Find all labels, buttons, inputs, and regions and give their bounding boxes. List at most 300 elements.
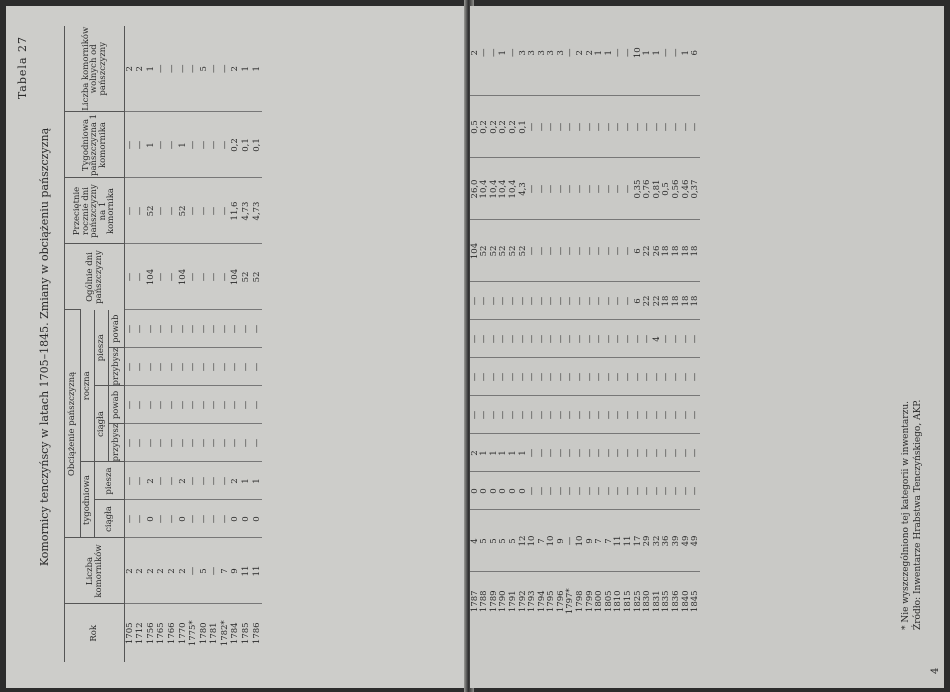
table-cell: —: [576, 358, 586, 396]
table-cell: —: [662, 96, 672, 158]
table-cell: 22: [652, 282, 662, 320]
table-cell: —: [518, 396, 528, 434]
table-cell: 1: [241, 462, 252, 500]
table-cell: —: [125, 310, 136, 348]
table-cell: 4,3: [518, 158, 528, 220]
table-cell: —: [576, 96, 586, 158]
table-label: Tabela 27: [16, 36, 29, 100]
table-cell: —: [125, 178, 136, 244]
table-cell: —: [507, 48, 518, 57]
table-cell: —: [199, 348, 210, 386]
table-cell: 5: [489, 510, 499, 572]
header-tygodniowa: tygodniowa: [81, 462, 95, 538]
table-cell: —: [209, 178, 220, 244]
table-cell: 18: [671, 282, 681, 320]
table-cell: 1784: [230, 604, 241, 662]
table-cell: 18: [681, 220, 691, 282]
table-cell: —: [146, 310, 157, 348]
table-cell: 1789: [489, 572, 499, 630]
table-cell: —: [156, 386, 167, 424]
table-cell: —: [614, 220, 624, 282]
table-cell: —: [518, 282, 528, 320]
table-cell: —: [652, 396, 662, 434]
table-cell: —: [188, 310, 199, 348]
table-cell: —: [614, 358, 624, 396]
table-cell: —: [547, 282, 557, 320]
table-cell: —: [652, 434, 662, 472]
table-cell: —: [624, 320, 634, 358]
table-cell: 0,56: [671, 158, 681, 220]
table-cell: 1790: [499, 572, 509, 630]
table-cell: 5: [198, 66, 209, 72]
table-cell: —: [624, 158, 634, 220]
table-cell: 104: [470, 220, 480, 282]
header-obciazenie: Obciążenie pańszczyzną: [65, 310, 81, 538]
table-cell: —: [547, 358, 557, 396]
source-note: Źródło: Inwentarze Hrabstwa Tenczyńskiego, AKP.: [913, 399, 924, 630]
table-cell: —: [125, 500, 136, 538]
table-cell: 1781: [209, 604, 220, 662]
table-cell: —: [691, 472, 701, 510]
table-cell: —: [135, 244, 146, 310]
table-cell: 1770: [177, 604, 188, 662]
header-powab-1: powab: [109, 386, 125, 424]
table-cell: —: [199, 178, 210, 244]
table-cell: —: [604, 396, 614, 434]
table-cell: —: [585, 158, 595, 220]
table-cell: —: [691, 396, 701, 434]
table-cell: —: [565, 48, 576, 57]
header-roczna: roczna: [81, 310, 95, 462]
table-row: [146, 26, 157, 662]
table-cell: —: [508, 282, 518, 320]
table-cell: 3: [527, 50, 538, 56]
table-cell: —: [623, 48, 634, 57]
table-cell: 49: [691, 510, 701, 572]
table-cell: —: [585, 320, 595, 358]
table-cell: —: [624, 434, 634, 472]
table-cell: —: [146, 348, 157, 386]
table-row: [220, 26, 231, 662]
table-cell: —: [595, 358, 605, 396]
table-row: [508, 10, 518, 630]
table-cell: 1798: [576, 572, 586, 630]
table-cell: —: [209, 386, 220, 424]
table-row: [643, 10, 653, 630]
table-cell: —: [518, 358, 528, 396]
table-cell: —: [199, 244, 210, 310]
table-row: [624, 10, 634, 630]
table-cell: 7: [604, 510, 614, 572]
table-cell: —: [156, 64, 167, 73]
table-cell: —: [199, 500, 210, 538]
table-cell: —: [188, 386, 199, 424]
table-cell: —: [585, 358, 595, 396]
table-cell: —: [556, 220, 566, 282]
table-cell: —: [556, 358, 566, 396]
table-cell: —: [595, 220, 605, 282]
table-cell: —: [662, 358, 672, 396]
table-cell: —: [470, 282, 480, 320]
table-cell: 0,2: [230, 112, 241, 178]
table-cell: —: [252, 348, 263, 386]
table-cell: —: [604, 158, 614, 220]
table-cell: —: [220, 424, 231, 462]
table-cell: —: [604, 320, 614, 358]
table-cell: 1: [499, 434, 509, 472]
table-cell: —: [547, 472, 557, 510]
header-liczba-komornikow: Liczba komorników: [65, 538, 125, 604]
table-cell: —: [156, 500, 167, 538]
table-cell: —: [652, 358, 662, 396]
table-cell: 2: [135, 66, 146, 72]
table-cell: —: [156, 112, 167, 178]
table-cell: 1836: [671, 572, 681, 630]
table-cell: —: [633, 96, 643, 158]
table-cell: —: [681, 358, 691, 396]
table-cell: 9: [585, 510, 595, 572]
table-cell: —: [595, 434, 605, 472]
footnote: * Nie wyszczególniono tej kategorii w inwentarzu.: [901, 401, 911, 630]
table-cell: —: [576, 282, 586, 320]
table-cell: —: [661, 48, 672, 57]
table-cell: —: [135, 178, 146, 244]
table-cell: —: [556, 472, 566, 510]
table-cell: —: [220, 310, 231, 348]
table-cell: —: [613, 48, 624, 57]
table-cell: —: [125, 112, 136, 178]
table-cell: 2: [146, 538, 157, 604]
table-cell: —: [220, 500, 231, 538]
table-cell: 52: [499, 220, 509, 282]
table-cell: —: [470, 396, 480, 434]
table-cell: 104: [177, 244, 188, 310]
table-cell: —: [576, 472, 586, 510]
table-cell: 52: [518, 220, 528, 282]
table-cell: 3: [546, 50, 557, 56]
table-cell: 0: [252, 500, 263, 538]
header-rok: Rok: [65, 604, 125, 662]
table-cell: —: [252, 386, 263, 424]
table-row: [499, 10, 509, 630]
table-cell: —: [537, 96, 547, 158]
table-cell: —: [566, 396, 576, 434]
table-cell: 1: [489, 434, 499, 472]
table-cell: —: [662, 320, 672, 358]
table-cell: —: [125, 244, 136, 310]
table-cell: —: [167, 462, 178, 500]
table-row: [156, 26, 167, 662]
table-cell: —: [209, 64, 220, 73]
table-cell: —: [643, 396, 653, 434]
table-cell: —: [177, 386, 188, 424]
table-cell: 10,4: [499, 158, 509, 220]
table-cell: 49: [681, 510, 691, 572]
table-cell: —: [614, 396, 624, 434]
table-cell: 104: [230, 244, 241, 310]
table-cell: —: [633, 358, 643, 396]
table-cell: 5: [508, 510, 518, 572]
table-cell: 9: [230, 538, 241, 604]
table-cell: —: [547, 158, 557, 220]
table-cell: —: [199, 424, 210, 462]
table-cell: —: [547, 320, 557, 358]
table-cell: —: [252, 424, 263, 462]
table-cell: 22: [643, 282, 653, 320]
table-cell: —: [671, 96, 681, 158]
table-cell: —: [614, 282, 624, 320]
table-body-left: [125, 26, 263, 662]
table-body-right: [470, 10, 700, 630]
table-cell: —: [479, 48, 490, 57]
table-row: [681, 10, 691, 630]
table-cell: —: [681, 396, 691, 434]
table-cell: 1: [177, 112, 188, 178]
table-cell: 0,76: [643, 158, 653, 220]
table-cell: —: [528, 358, 538, 396]
table-cell: —: [576, 158, 586, 220]
table-cell: 0,1: [241, 112, 252, 178]
header-powab-2: powab: [109, 310, 125, 348]
table-cell: —: [489, 282, 499, 320]
table-cell: —: [537, 282, 547, 320]
table-cell: —: [537, 472, 547, 510]
header-ciagla-tyg: ciągła: [95, 500, 125, 538]
table-cell: —: [188, 500, 199, 538]
table-cell: —: [566, 320, 576, 358]
table-cell: 5: [499, 510, 509, 572]
table-cell: —: [167, 348, 178, 386]
table-row: [209, 26, 220, 662]
table-cell: 7: [537, 510, 547, 572]
table-cell: —: [489, 396, 499, 434]
table-row: [125, 26, 136, 662]
table-cell: 1780: [199, 604, 210, 662]
table-cell: —: [188, 538, 199, 604]
table-cell: —: [566, 96, 576, 158]
table-cell: —: [166, 64, 177, 73]
table-cell: 10,4: [489, 158, 499, 220]
header-piesza-rocz: piesza: [95, 310, 109, 386]
table-cell: 5: [480, 510, 490, 572]
table-cell: —: [537, 396, 547, 434]
table-cell: 52: [177, 178, 188, 244]
table-cell: 32: [652, 510, 662, 572]
table-cell: —: [470, 358, 480, 396]
table-cell: —: [671, 396, 681, 434]
table-cell: 6: [690, 50, 701, 56]
table-cell: 0,2: [480, 96, 490, 158]
table-cell: 1: [518, 434, 528, 472]
table-cell: —: [662, 396, 672, 434]
table-cell: —: [604, 358, 614, 396]
table-cell: —: [241, 386, 252, 424]
table-cell: —: [614, 472, 624, 510]
table-cell: 1: [145, 66, 156, 72]
table-cell: 2: [156, 538, 167, 604]
table-header: [65, 26, 125, 662]
table-cell: 11: [252, 538, 263, 604]
table-cell: 1799: [585, 572, 595, 630]
header-ciagla-rocz: ciągła: [95, 386, 109, 462]
table-cell: 0: [499, 472, 509, 510]
table-cell: 1795: [547, 572, 557, 630]
table-row: [470, 10, 480, 630]
table-cell: 1: [642, 50, 653, 56]
table-cell: —: [585, 282, 595, 320]
table-cell: —: [614, 96, 624, 158]
table-cell: 12: [518, 510, 528, 572]
table-cell: 36: [662, 510, 672, 572]
table-cell: —: [489, 320, 499, 358]
header-przybysz-1: przybysz: [109, 424, 125, 462]
table-cell: 0,46: [681, 158, 691, 220]
table-cell: 6: [633, 220, 643, 282]
table-cell: 1825: [633, 572, 643, 630]
table-row: [167, 26, 178, 662]
table-cell: —: [209, 500, 220, 538]
table-cell: —: [135, 310, 146, 348]
table-row: [614, 10, 624, 630]
table-cell: 1794: [537, 572, 547, 630]
table-cell: —: [595, 396, 605, 434]
table-cell: —: [624, 396, 634, 434]
table-cell: —: [614, 320, 624, 358]
table-cell: 2: [177, 462, 188, 500]
table-cell: —: [220, 462, 231, 500]
table-cell: 0,2: [508, 96, 518, 158]
table-row: [691, 10, 701, 630]
table-cell: —: [209, 244, 220, 310]
table-cell: 11: [241, 538, 252, 604]
table-cell: —: [220, 348, 231, 386]
table-cell: 0,1: [252, 112, 263, 178]
table-cell: 18: [662, 282, 672, 320]
table-cell: 0: [146, 500, 157, 538]
table-cell: —: [624, 220, 634, 282]
table-cell: —: [125, 386, 136, 424]
table-row: [537, 10, 547, 630]
table-cell: 1815: [624, 572, 634, 630]
table-cell: —: [156, 178, 167, 244]
table-cell: —: [125, 462, 136, 500]
table-cell: —: [499, 396, 509, 434]
table-cell: 4: [652, 320, 662, 358]
table-cell: 1765: [156, 604, 167, 662]
table-cell: 2: [230, 66, 241, 72]
table-cell: 0: [480, 472, 490, 510]
table-cell: —: [624, 358, 634, 396]
table-cell: 1705: [125, 604, 136, 662]
table-cell: —: [585, 434, 595, 472]
table-row: [576, 10, 586, 630]
table-cell: —: [671, 358, 681, 396]
table-cell: 2: [177, 538, 188, 604]
table-row: [230, 26, 241, 662]
table-cell: 1: [241, 66, 252, 72]
table-cell: —: [209, 462, 220, 500]
table-row: [489, 10, 499, 630]
table-cell: —: [167, 424, 178, 462]
table-cell: 0: [470, 472, 480, 510]
table-cell: —: [537, 434, 547, 472]
table-cell: —: [671, 472, 681, 510]
table-cell: 52: [241, 244, 252, 310]
table-cell: 1831: [652, 572, 662, 630]
table-cell: 0,2: [489, 96, 499, 158]
table-cell: —: [188, 424, 199, 462]
table-cell: 1835: [662, 572, 672, 630]
table-cell: —: [556, 396, 566, 434]
table-cell: 0: [230, 500, 241, 538]
table-cell: 1: [480, 434, 490, 472]
table-cell: —: [135, 424, 146, 462]
table-cell: 1: [146, 112, 157, 178]
table-cell: —: [135, 348, 146, 386]
table-cell: 26,0: [470, 158, 480, 220]
table-cell: —: [241, 424, 252, 462]
table-cell: 1: [594, 50, 605, 56]
table-cell: 2: [124, 66, 135, 72]
table-cell: 5: [199, 538, 210, 604]
table-cell: 10,4: [480, 158, 490, 220]
table-cell: 1796: [556, 572, 566, 630]
table-cell: —: [576, 220, 586, 282]
table-cell: 1712: [135, 604, 146, 662]
table-cell: —: [230, 386, 241, 424]
left-page: [6, 6, 468, 688]
table-cell: 2: [575, 50, 586, 56]
table-cell: —: [691, 320, 701, 358]
table-cell: —: [230, 424, 241, 462]
table-cell: 4,73: [252, 178, 263, 244]
table-cell: —: [188, 348, 199, 386]
table-cell: —: [230, 348, 241, 386]
table-cell: 2: [230, 462, 241, 500]
table-cell: —: [576, 396, 586, 434]
table-row: [662, 10, 672, 630]
table-row: [547, 10, 557, 630]
table-cell: 1: [498, 50, 509, 56]
table-cell: —: [220, 178, 231, 244]
table-cell: —: [604, 96, 614, 158]
table-row: [633, 10, 643, 630]
table-cell: —: [220, 386, 231, 424]
table-cell: —: [556, 282, 566, 320]
table-cell: —: [633, 396, 643, 434]
table-cell: 1: [252, 462, 263, 500]
table-cell: —: [671, 320, 681, 358]
table-row: [566, 10, 576, 630]
table-cell: —: [146, 424, 157, 462]
table-cell: 7: [220, 538, 231, 604]
table-cell: 0,35: [633, 158, 643, 220]
table-cell: —: [241, 348, 252, 386]
table-cell: 1: [651, 50, 662, 56]
table-cell: —: [537, 158, 547, 220]
table-cell: —: [199, 310, 210, 348]
table-cell: —: [547, 434, 557, 472]
table-cell: 1: [603, 50, 614, 56]
table-cell: —: [480, 282, 490, 320]
table-cell: —: [528, 472, 538, 510]
table-cell: —: [528, 158, 538, 220]
table-cell: —: [566, 358, 576, 396]
table-cell: 0,1: [518, 96, 528, 158]
table-cell: 1786: [252, 604, 263, 662]
table-cell: 104: [146, 244, 157, 310]
table-cell: 2: [125, 538, 136, 604]
